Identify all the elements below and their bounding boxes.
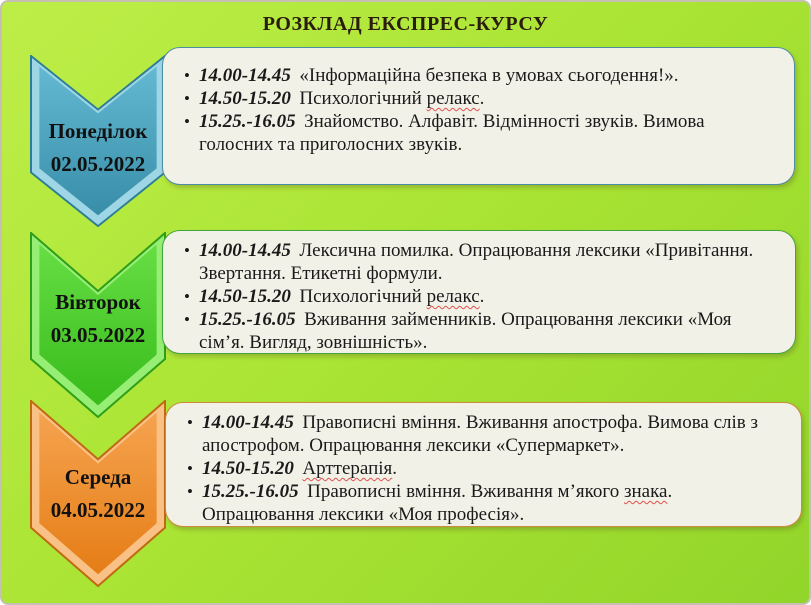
- wednesday-day-text: [30, 461, 166, 527]
- monday-day-text: [30, 115, 166, 181]
- wednesday-schedule-box: [165, 402, 802, 527]
- item-text: Вживання займенників. Опрацювання лексики «Моя сім’я. Вигляд, зовнішність».: [199, 309, 732, 353]
- item-text: Правописні вміння. Вживання апострофа. Вимова слів з апострофом. Опрацювання лексики «Супермаркет».: [202, 412, 759, 456]
- item-time: 15.25.-16.05: [199, 111, 296, 132]
- schedule-item: [202, 411, 787, 457]
- misspelled-word: Арттерапія: [302, 458, 393, 479]
- schedule-item: [199, 239, 781, 285]
- schedule-item: [202, 457, 787, 480]
- item-text: Психологічний: [299, 88, 427, 109]
- item-time: 15.25.-16.05: [202, 481, 299, 502]
- schedule-item: [199, 64, 780, 87]
- item-time: 14.50-15.20: [199, 88, 291, 109]
- tuesday-schedule-box: [162, 230, 796, 354]
- schedule-item: [202, 480, 787, 526]
- day-label: Понеділок: [48, 119, 148, 143]
- item-time: 15.25.-16.05: [199, 309, 296, 330]
- schedule-list: [199, 64, 780, 156]
- item-text: .: [479, 88, 485, 109]
- item-time: 14.00-14.45: [199, 240, 291, 261]
- item-text: . Опрацювання лексики «Моя професія».: [202, 481, 673, 525]
- item-text: Лексична помилка. Опрацювання лексики «Привітання. Звертання. Етикетні формули.: [199, 240, 754, 284]
- day-label: Середа: [64, 465, 132, 489]
- misspelled-word: релакс: [426, 286, 480, 307]
- schedule-item: [199, 87, 780, 110]
- tuesday-day-text: [30, 286, 166, 352]
- schedule-item: [199, 308, 781, 354]
- schedule-list: [199, 239, 781, 354]
- day-date: 04.05.2022: [50, 498, 146, 522]
- page-title: РОЗКЛАД ЕКСПРЕС-КУРСУ: [262, 13, 549, 35]
- item-text: Психологічний: [299, 286, 427, 307]
- schedule-list: [202, 411, 787, 526]
- item-text: .: [392, 458, 398, 479]
- monday-schedule-box: [162, 47, 795, 185]
- schedule-item: [199, 110, 780, 156]
- item-time: 14.50-15.20: [199, 286, 291, 307]
- misspelled-word: релакс: [426, 88, 480, 109]
- item-time: 14.00-14.45: [199, 65, 291, 86]
- item-text: «Інформаційна безпека в умовах сьогодення!».: [299, 65, 679, 86]
- item-time: 14.00-14.45: [202, 412, 294, 433]
- item-text: Знайомство. Алфавіт. Відмінності звуків. Вимова голосних та приголосних звуків.: [199, 111, 705, 155]
- item-time: 14.50-15.20: [202, 458, 294, 479]
- item-text: Правописні вміння. Вживання м’якого: [307, 481, 624, 502]
- misspelled-word: знака: [623, 481, 668, 502]
- schedule-item: [199, 285, 781, 308]
- item-text: .: [479, 286, 485, 307]
- day-label: Вівторок: [55, 290, 141, 314]
- day-date: 03.05.2022: [50, 323, 146, 347]
- day-date: 02.05.2022: [50, 152, 146, 176]
